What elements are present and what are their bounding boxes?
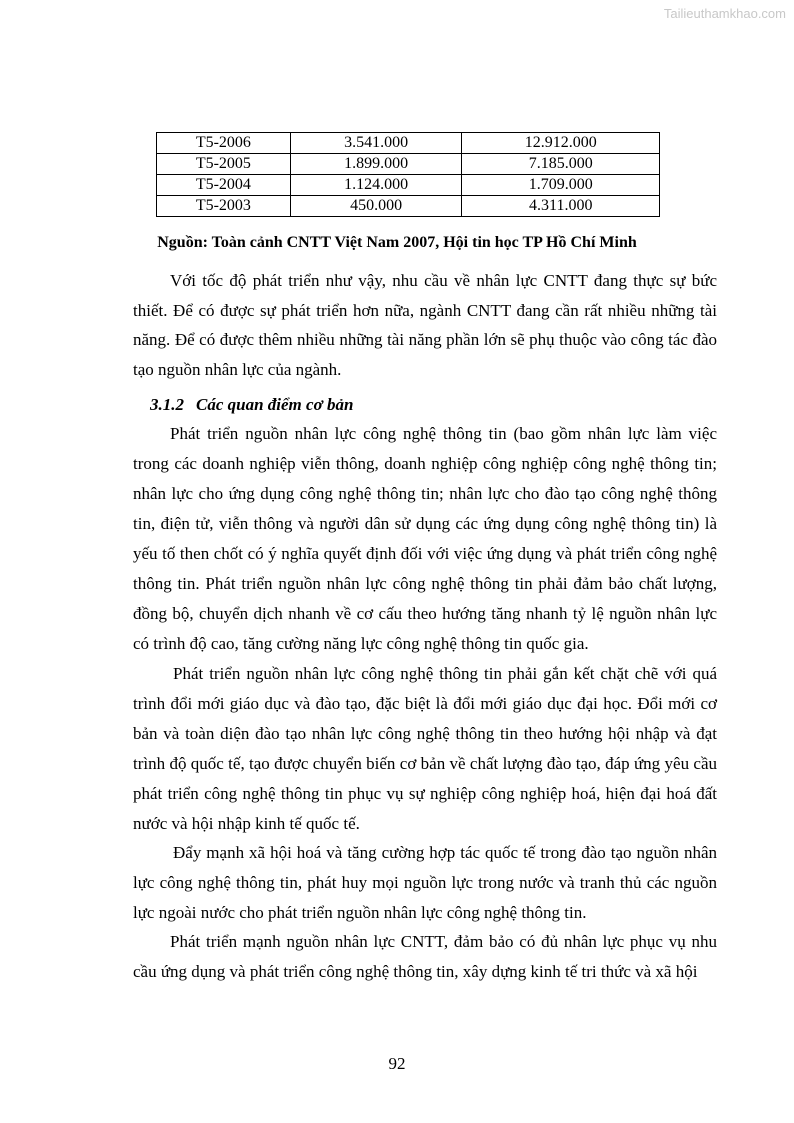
paragraph-1: Với tốc độ phát triển như vậy, nhu cầu về nhân lực CNTT đang thực sự bức thiết. Để có được sự phát triển hơn nữa, ngành CNTT đang cần rất nhiều những tài năng. Để có được thêm nhiều những tài năng phần lớn sẽ phụ thuộc vào công tác đào tạo nguồn nhân lực của ngành.: [133, 271, 717, 379]
statistics-table: [156, 132, 660, 217]
paragraph-5: Phát triển mạnh nguồn nhân lực CNTT, đảm bảo có đủ nhân lực phục vụ nhu cầu ứng dụng và phát triển công nghệ thông tin, xây dựng kinh tế tri thức và xã hội: [133, 932, 717, 981]
paragraph-3: Phát triển nguồn nhân lực công nghệ thông tin phải gắn kết chặt chẽ với quá trình đổi mới giáo dục và đào tạo, đặc biệt là đổi mới giáo dục đại học. Đổi mới cơ bản và toàn diện đào tạo nhân lực công nghệ thông tin theo hướng hội nhập và đạt trình độ quốc tế, tạo được chuyển biến cơ bản về chất lượng đào tạo, đáp ứng yêu cầu phát triển công nghệ thông tin phục vụ sự nghiệp công nghiệp hoá, hiện đại hoá đất nước và hội nhập kinh tế quốc tế.: [133, 664, 717, 833]
paragraph-2: Phát triển nguồn nhân lực công nghệ thông tin (bao gồm nhân lực làm việc trong các doanh nghiệp viễn thông, doanh nghiệp công nghiệp công nghệ thông tin; nhân lực cho ứng dụng công nghệ thông tin; nhân lực cho đào tạo công nghệ thông tin, điện tử, viễn thông và người dân sử dụng các ứng dụng công nghệ thông tin) là yếu tố then chốt có ý nghĩa quyết định đối với việc ứng dụng và phát triển công nghệ thông tin. Phát triển nguồn nhân lực công nghệ thông tin phải đảm bảo chất lượng, đồng bộ, chuyển dịch nhanh về cơ cấu theo hướng tăng nhanh tỷ lệ nguồn nhân lực có trình độ cao, tăng cường năng lực công nghệ thông tin quốc gia.: [133, 424, 717, 653]
table-cell: T5-2003: [157, 196, 291, 217]
table-cell: 4.311.000: [462, 196, 660, 217]
table-row: [157, 175, 660, 196]
table-cell: 1.899.000: [290, 154, 462, 175]
watermark: Tailieuthamkhao.com: [663, 6, 786, 21]
table-row: [157, 154, 660, 175]
paragraph-4: Đẩy mạnh xã hội hoá và tăng cường hợp tác quốc tế trong đào tạo nguồn nhân lực công nghệ thông tin, phát huy mọi nguồn lực trong nước và tranh thủ các nguồn lực ngoài nước cho phát triển nguồn nhân lực công nghệ thông tin.: [133, 843, 717, 922]
table-cell: 12.912.000: [462, 133, 660, 154]
table-row: [157, 133, 660, 154]
table-cell: T5-2004: [157, 175, 291, 196]
table-cell: 1.709.000: [462, 175, 660, 196]
table-cell: 7.185.000: [462, 154, 660, 175]
section-heading: [150, 395, 353, 415]
table-cell: 450.000: [290, 196, 462, 217]
table-cell: T5-2006: [157, 133, 291, 154]
section-title: Các quan điểm cơ bản: [196, 395, 354, 414]
table-cell: 1.124.000: [290, 175, 462, 196]
table-cell: 3.541.000: [290, 133, 462, 154]
page-number: 92: [388, 1054, 406, 1073]
table-row: [157, 196, 660, 217]
table-source-note: Nguồn: Toàn cảnh CNTT Việt Nam 2007, Hội tin học TP Hồ Chí Minh: [157, 234, 637, 251]
section-number: 3.1.2: [150, 395, 184, 414]
table-cell: T5-2005: [157, 154, 291, 175]
